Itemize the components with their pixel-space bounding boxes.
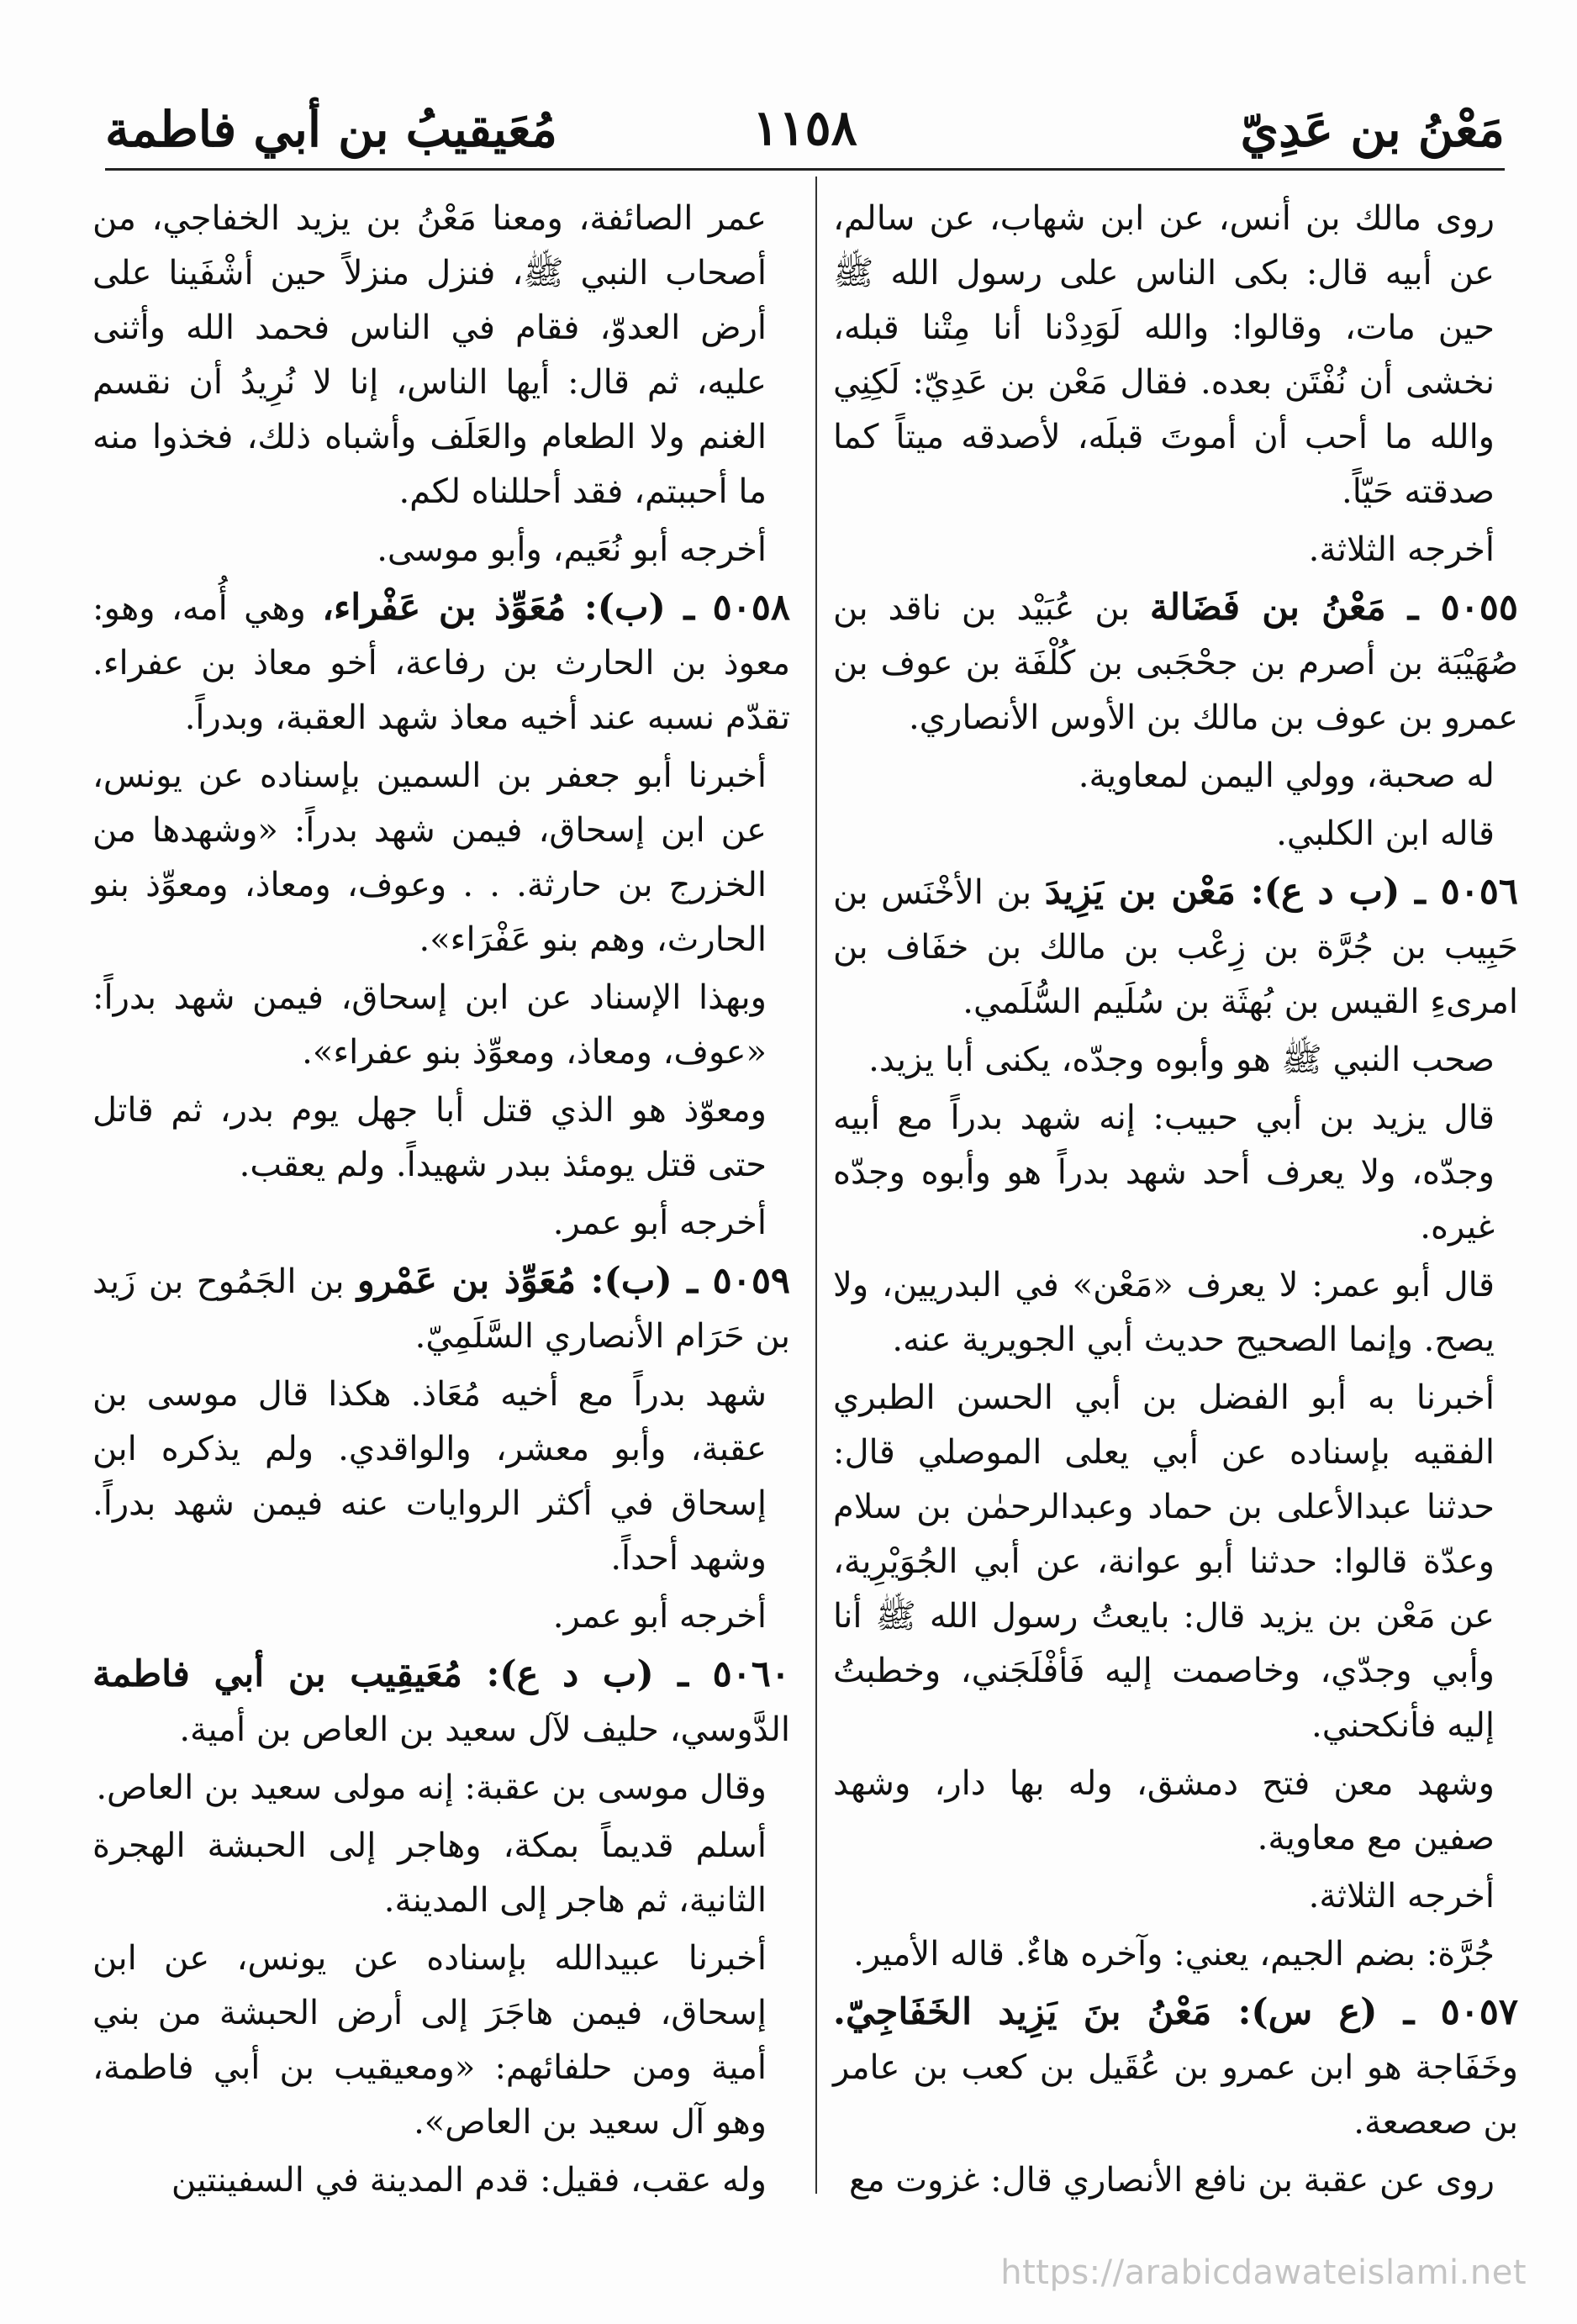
paragraph-text: بن الأخْنَس بن حَبِيب بن جُرَّة بن زِعْب بن مالك بن خفَاف بن امرىءِ القيس بن بُهثَة بن سُلَيم السُّلَمي. <box>833 873 1518 1021</box>
entry-paragraph <box>833 1985 1518 2150</box>
paragraph-text: أخرجه أبو نُعَيم، وأبو موسى. <box>377 530 767 569</box>
header-left-title: مُعَيقيبُ بن أبي فاطمة <box>105 101 558 158</box>
paragraph-text: وقال موسى بن عقبة: إنه مولى سعيد بن العاص. <box>96 1768 767 1807</box>
entry-heading: ٥٠٦٠ ـ (ب د ع): مُعَيقِيب بن أبي فاطمة <box>92 1653 790 1695</box>
right-column <box>833 192 1518 2211</box>
body-paragraph <box>92 971 790 1080</box>
entry-paragraph <box>92 1254 790 1364</box>
paragraph-text: قال يزيد بن أبي حبيب: إنه شهد بدراً مع أبيه وجدّه، ولا يعرف أحد شهد بدراً هو وأبوه وجدّه غيره. <box>833 1099 1495 1246</box>
running-header <box>105 94 1505 161</box>
entry-heading: ٥٠٥٩ ـ (ب): مُعَوِّذ بن عَمْرو <box>356 1260 791 1302</box>
paragraph-text: بن عُبَيْد بن ناقد بن صُهَيْبَة بن أصرم بن جحْجَبى بن كُلْفَة بن عوف بن عمرو بن عوف بن مالك بن الأوس الأنصاري. <box>833 589 1519 737</box>
paragraph-text: بن الجَمُوح بن زَيد بن حَرَام الأنصاري السَّلَمِيّ. <box>92 1262 790 1356</box>
entry-heading: ٥٠٥٧ ـ (ع س): مَعْنُ بنَ يَزِيد الخَفَاجِيّ. <box>833 1991 1518 2033</box>
paragraph-text: وهي أُمه، وهو: معوذ بن الحارث بن رفاعة، أخو معاذ بن عفراء. تقدّم نسبه عند أخيه معاذ شهد العقبة، وبدراً. <box>92 589 790 737</box>
paragraph-text: وخَفَاجة هو ابن عمرو بن عُقَيل بن كعب بن عامر بن صعصعة. <box>833 2048 1518 2142</box>
body-paragraph <box>92 1368 790 1586</box>
entry-heading: ٥٠٥٥ ـ مَعْنُ بن فَضَالة <box>1149 587 1518 629</box>
page-number: ١١٥٨ <box>752 99 857 156</box>
column-divider <box>815 177 817 2194</box>
body-paragraph <box>833 1869 1518 1924</box>
paragraph-text: وبهذا الإسناد عن ابن إسحاق، فيمن شهد بدراً: «عوف، ومعاذ، ومعوِّذ بنو عفراء». <box>92 978 767 1072</box>
entry-paragraph <box>92 1647 790 1757</box>
paragraph-text: له صحبة، وولي اليمن لمعاوية. <box>1078 756 1495 795</box>
body-paragraph <box>833 523 1518 577</box>
header-right-title: مَعْنُ بن عَدِيّ <box>1240 101 1505 158</box>
body-paragraph <box>92 749 790 967</box>
body-paragraph <box>92 1819 790 1928</box>
paragraph-text: وشهد معن فتح دمشق، وله بها دار، وشهد صفين مع معاوية. <box>833 1764 1495 1858</box>
paragraph-text: عمر الصائفة، ومعنا مَعْنُ بن يزيد الخفاجي، من أصحاب النبي ﷺ، فنزل منزلاً حين أشْفَينا على أرض العدوّ، فقام في الناس فحمد الله وأثنى عليه، ثم قال: أيها الناس، إنا لا نُرِيدُ أن نقسم الغنم ولا الطعام والعَلَف وأشباه ذلك، فخذوا منه ما أحببتم، فقد أحللناه لكم. <box>92 199 767 511</box>
body-paragraph <box>92 2153 790 2208</box>
paragraph-text: أخرجه الثلاثة. <box>1308 530 1495 569</box>
body-paragraph <box>92 1589 790 1644</box>
body-paragraph <box>833 1091 1518 1255</box>
paragraph-text: ومعوّذ هو الذي قتل أبا جهل يوم بدر، ثم قاتل حتى قتل يومئذ ببدر شهيداً. ولم يعقب. <box>92 1091 767 1184</box>
paragraph-text: روى عن عقبة بن نافع الأنصاري قال: غزوت مع <box>849 2161 1495 2200</box>
paragraph-text: وله عقب، فقيل: قدم المدينة في السفينتين <box>171 2161 767 2200</box>
paragraph-text: أسلم قديماً بمكة، وهاجر إلى الحبشة الهجرة الثانية، ثم هاجر إلى المدينة. <box>92 1826 767 1920</box>
paragraph-text: أخرجه الثلاثة. <box>1308 1877 1495 1916</box>
paragraph-text: أخبرنا عبيدالله بإسناده عن يونس، عن ابن إسحاق، فيمن هاجَرَ إلى أرض الحبشة من بني أمية ومن حلفائهم: «ومعيقيب بن أبي فاطمة، وهو آل سعيد بن العاص». <box>92 1939 767 2142</box>
paragraph-text: قال أبو عمر: لا يعرف «مَعْن» في البدريين، ولا يصح. وإنما الصحيح حديث أبي الجويرية عنه. <box>833 1266 1495 1359</box>
paragraph-text: صحب النبي ﷺ هو وأبوه وجدّه، يكنى أبا يزيد. <box>868 1041 1495 1079</box>
header-divider <box>105 168 1505 171</box>
body-paragraph <box>833 1927 1518 1982</box>
watermark-url: https://arabicdawateislami.net <box>1000 2253 1527 2292</box>
body-paragraph <box>92 192 790 519</box>
body-paragraph <box>92 1083 790 1193</box>
body-paragraph <box>833 1033 1518 1088</box>
entry-paragraph <box>833 865 1518 1030</box>
body-paragraph <box>833 749 1518 804</box>
body-paragraph <box>833 1371 1518 1753</box>
paragraph-text: أخبرنا به أبو الفضل بن أبي الحسن الطبري الفقيه بإسناده عن أبي يعلى الموصلي قال: حدثنا عبدالأعلى بن حماد وعبدالرحمٰن بن سلام وعدّة قالوا: حدثنا أبو عوانة، عن أبي الجُوَيْرِية، عن مَعْن بن يزيد قال: بايعتُ رسول الله ﷺ أنا وأبي وجدّي، وخاصمت إليه فَأفْلَجَني، وخطبتُ إليه فأنكحني. <box>833 1378 1495 1745</box>
entry-paragraph <box>92 581 790 746</box>
paragraph-text: جُرَّة: بضم الجيم، يعني: وآخره هاءٌ. قاله الأمير. <box>853 1935 1495 1974</box>
body-paragraph <box>833 1258 1518 1368</box>
body-paragraph <box>833 192 1518 519</box>
body-paragraph <box>92 1761 790 1815</box>
entry-heading: ٥٠٥٦ ـ (ب د ع): مَعْن بن يَزِيدَ <box>1044 871 1518 913</box>
paragraph-text: أخرجه أبو عمر. <box>552 1204 767 1242</box>
body-paragraph <box>833 1757 1518 1866</box>
body-paragraph <box>92 1196 790 1251</box>
paragraph-text: الدَّوسي، حليف لآل سعيد بن العاص بن أمية. <box>179 1710 790 1749</box>
paragraph-text: قاله ابن الكلبي. <box>1276 814 1495 853</box>
paragraph-text: روى مالك بن أنس، عن ابن شهاب، عن سالم، عن أبيه قال: بكى الناس على رسول الله ﷺ حين مات، وقالوا: والله لَوَدِدْنا أنا مِتْنا قبله، نخشى أن نُفْتَن بعده. فقال مَعْن بن عَدِيّ: لَكِنِي والله ما أحب أن أموتَ قبلَه، لأصدقه ميتاً كما صدقته حَيّاً. <box>833 199 1495 511</box>
body-paragraph <box>833 2153 1518 2208</box>
entry-heading: ٥٠٥٨ ـ (ب): مُعَوِّذ بن عَفْراء، <box>322 587 790 629</box>
entry-paragraph <box>833 581 1518 746</box>
body-paragraph <box>833 807 1518 862</box>
paragraph-text: أخبرنا أبو جعفر بن السمين بإسناده عن يونس، عن ابن إسحاق، فيمن شهد بدراً: «وشهدها من الخزرج بن حارثة. . . وعوف، ومعاذ، ومعوِّذ بنو الحارث، وهم بنو عَفْرَاء». <box>92 756 767 959</box>
body-paragraph <box>92 523 790 577</box>
body-paragraph <box>92 1931 790 2150</box>
paragraph-text: شهد بدراً مع أخيه مُعَاذ. هكذا قال موسى بن عقبة، وأبو معشر، والواقدي. ولم يذكره ابن إسحاق في أكثر الروايات عنه فيمن شهد بدراً. وشهد أحداً. <box>92 1375 767 1578</box>
left-column <box>92 192 790 2211</box>
paragraph-text: أخرجه أبو عمر. <box>552 1597 767 1636</box>
